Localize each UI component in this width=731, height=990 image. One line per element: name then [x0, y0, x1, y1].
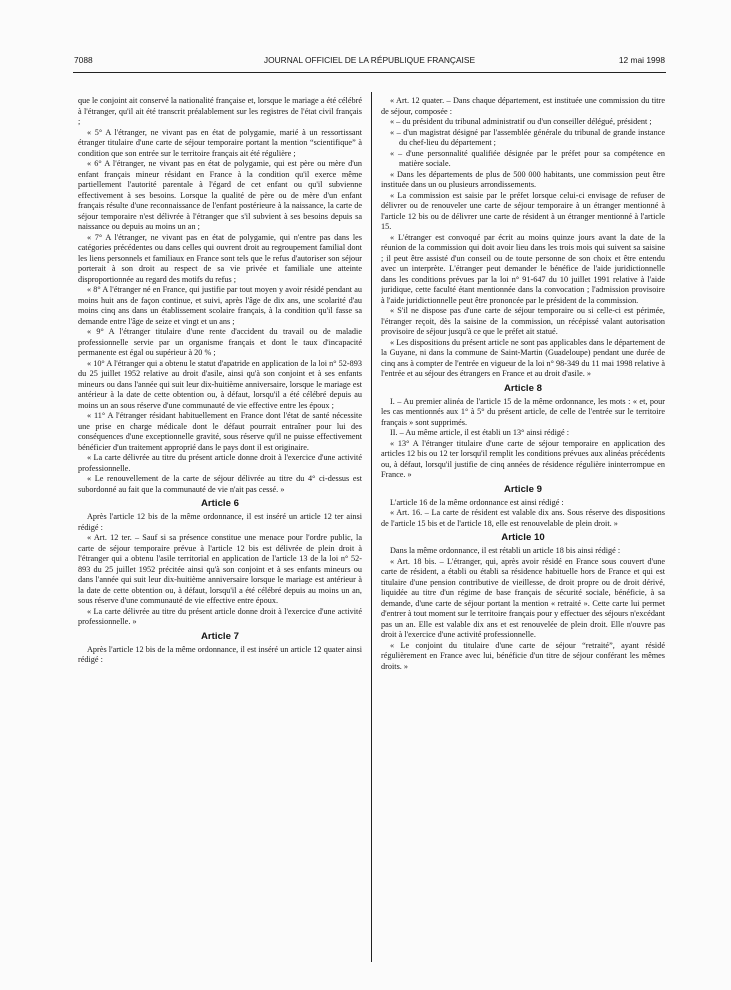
- paragraph: « Art. 12 quater. – Dans chaque département, est instituée une commission du titre de séjour, composée :: [381, 96, 665, 116]
- paragraph: « 10° A l'étranger qui a obtenu le statut d'apatride en application de la loi n° 52-893 du 25 juillet 1952 relative au droit d'asile, ainsi qu'à son conjoint et à ses enfants mineurs ou dans l'année qui suit leur dix-huitième anniversaire, lorsque le mariage est antérieur à la date de cette obtention ou, à défaut, lorsqu'il a été célébré depuis au moins un an sous réserve d'une communauté de vie effective entre les époux ;: [78, 358, 362, 410]
- paragraph: « La carte délivrée au titre du présent article donne droit à l'exercice d'une activité professionnelle.: [78, 453, 362, 473]
- paragraph: « 6° A l'étranger, ne vivant pas en état de polygamie, qui est père ou mère d'un enfant français mineur résidant en France à la condition qu'il exerce même partiellement l'autorité parentale à l'égard de cet enfant ou qu'il subvienne effectivement à ses besoins. Lorsque la qualité de père ou de mère d'un enfant français résulte d'une reconnaissance de l'enfant postérieure à la naissance, la carte de séjour temporaire n'est délivrée à l'étranger que s'il subvient à ses besoins depuis sa naissance ou depuis au moins un an ;: [78, 159, 362, 231]
- paragraph: I. – Au premier alinéa de l'article 15 de la même ordonnance, les mots : « et, pour les cas mentionnés aux 1° à 5° du présent article, de celle de l'entrée sur le territoire français » sont supprimés.: [381, 396, 665, 427]
- paragraph: « 9° A l'étranger titulaire d'une rente d'accident du travail ou de maladie professionnelle servie par un organisme français et dont le taux d'incapacité permanente est égal ou supérieur à 20 % ;: [78, 327, 362, 357]
- article-6-heading: Article 6: [200, 498, 240, 509]
- paragraph: que le conjoint ait conservé la nationalité française et, lorsque le mariage a été célébré à l'étranger, qu'il ait été transcrit préalablement sur les registres de l'état civil français ;: [78, 96, 362, 126]
- page-header: [74, 54, 665, 67]
- list-item: « – du président du tribunal administratif ou d'un conseiller délégué, président ;: [390, 117, 652, 126]
- paragraph: « L'étranger est convoqué par écrit au moins quinze jours avant la date de la réunion de la commission qui doit avoir lieu dans les trois mois qui suivent sa saisine ; il peut être assisté d'un conseil ou de toute personne de son choix et être entendu avec un interprète. L'étranger peut demander le bénéfice de l'aide juridictionnelle dans les conditions prévues par la loi n° 91-647 du 10 juillet 1991 relative à l'aide juridique, cette faculté étant mentionnée dans la convocation ; l'admission provisoire à l'aide juridictionnelle peut être prononcée par le président de la commission.: [381, 232, 665, 305]
- paragraph: « 13° A l'étranger titulaire d'une carte de séjour temporaire en application des articles 12 bis ou 12 ter lorsqu'il remplit les conditions prévues aux alinéas précédents ou, à défaut, lorsqu'il justifie de cinq années de résidence régulière ininterrompue en France. »: [381, 438, 665, 479]
- article-7-heading: Article 7: [200, 630, 240, 642]
- paragraph: « Dans les départements de plus de 500 000 habitants, une commission peut être instituée dans un ou plusieurs arrondissements.: [381, 169, 665, 189]
- paragraph: Après l'article 12 bis de la même ordonnance, il est inséré un article 12 ter ainsi rédigé :: [78, 512, 362, 532]
- list-item: « – d'une personnalité qualifiée désignée par le préfet pour sa compétence en matière sociale.: [390, 148, 665, 168]
- paragraph: Après l'article 12 bis de la même ordonnance, il est inséré un article 12 quater ainsi rédigé :: [78, 644, 362, 664]
- journal-title: JOURNAL OFFICIEL DE LA RÉPUBLIQUE FRANÇAISE: [263, 55, 476, 65]
- list-item: « – d'un magistrat désigné par l'assemblée générale du tribunal de grande instance du chef-lieu du département ;: [390, 127, 665, 147]
- article-9-heading: Article 9: [503, 483, 543, 495]
- paragraph: « Le conjoint du titulaire d'une carte de séjour “retraité”, ayant résidé régulièrement en France avec lui, bénéficie d'un titre de séjour conférant les mêmes droits. »: [381, 640, 665, 671]
- page-number: 7088: [74, 55, 93, 65]
- paragraph: « Le renouvellement de la carte de séjour délivrée au titre du 4° ci-dessus est subordonné au fait que la communauté de vie n'ait pas cessé. »: [78, 474, 362, 494]
- column-divider: [371, 92, 372, 962]
- paragraph: « La commission est saisie par le préfet lorsque celui-ci envisage de refuser de délivrer ou de renouveler une carte de séjour temporaire à un étranger mentionné à l'article 12 bis ou de délivrer une carte de résident à un étranger mentionné à l'article 15.: [381, 190, 665, 231]
- paragraph: « 8° A l'étranger né en France, qui justifie par tout moyen y avoir résidé pendant au moins huit ans de façon continue, et suivi, après l'âge de dix ans, une scolarité d'au moins cinq ans dans un établissement scolaire français, à la condition qu'il fasse sa demande entre l'âge de seize et vingt et un ans ;: [78, 285, 362, 326]
- article-8-heading: Article 8: [503, 382, 543, 394]
- paragraph: « Art. 16. – La carte de résident est valable dix ans. Sous réserve des dispositions de l'article 15 bis et de l'article 18, elle est renouvelable de plein droit. »: [381, 508, 665, 528]
- paragraph: « S'il ne dispose pas d'une carte de séjour temporaire ou si celle-ci est périmée, l'étranger reçoit, dès la saisine de la commission, un récépissé valant autorisation provisoire de séjour jusqu'à ce que le préfet ait statué.: [381, 306, 665, 336]
- paragraph: « Art. 18 bis. – L'étranger, qui, après avoir résidé en France sous couvert d'une carte de résident, a établi ou établi sa résidence habituelle hors de France et qui est titulaire d'une pension contributive de vieillesse, de droit propre ou de droit dérivé, liquidée au titre d'un régime de base français de sécurité sociale, bénéficie, à sa demande, d'une carte de séjour portant la mention « retraité ». Cette carte lui permet d'entrer à tout moment sur le territoire français pour y effectuer des séjours n'excédant pas un an. Elle est valable dix ans et est renouvelée de plein droit. Elle n'ouvre pas droit à l'exercice d'une activité professionnelle.: [381, 556, 665, 639]
- paragraph: « Les dispositions du présent article ne sont pas applicables dans le département de la Guyane, ni dans la commune de Saint-Martin (Guadeloupe) pendant une durée de cinq ans à compter de l'entrée en vigueur de la loi n° 98-349 du 11 mai 1998 relative à l'entrée et au séjour des étrangers en France et au droit d'asile. »: [381, 337, 665, 378]
- header-rule: [73, 72, 666, 73]
- paragraph: II. – Au même article, il est établi un 13° ainsi rédigé :: [390, 428, 570, 437]
- paragraph: L'article 16 de la même ordonnance est ainsi rédigé :: [390, 497, 564, 507]
- paragraph: Dans la même ordonnance, il est rétabli un article 18 bis ainsi rédigé :: [390, 546, 621, 555]
- paragraph: « Art. 12 ter. – Sauf si sa présence constitue une menace pour l'ordre public, la carte de séjour temporaire prévue à l'article 12 bis est délivrée de plein droit à l'étranger qui a obtenu l'asile territorial en application de l'article 13 de la loi n° 52-893 du 25 juillet 1952 précitée ainsi qu'à son conjoint et à ses enfants mineurs ou dans l'année qui suit leur dix-huitième anniversaire lorsque le mariage est antérieur à la date de cette obtention ou, à défaut, lorsqu'il a été célébré depuis au moins un an, sous réserve d'une communauté de vie effective entre époux.: [78, 533, 362, 605]
- paragraph: « 5° A l'étranger, ne vivant pas en état de polygamie, marié à un ressortissant étranger titulaire d'une carte de séjour temporaire portant la mention “scientifique” à condition que son entrée sur le territoire français ait été régulière ;: [78, 127, 362, 158]
- left-column: [78, 96, 362, 966]
- paragraph: « 11° A l'étranger résidant habituellement en France dont l'état de santé nécessite une prise en charge médicale dont le défaut pourrait entraîner pour lui des conséquences d'une exceptionnelle gravité, sous réserve qu'il ne puisse effectivement bénéficier d'un traitement approprié dans le pays dont il est originaire.: [78, 411, 362, 452]
- paragraph: « 7° A l'étranger, ne vivant pas en état de polygamie, qui n'entre pas dans les catégories précédentes ou dans celles qui ouvrent droit au regroupement familial dont les liens personnels et familiaux en France sont tels que le refus d'autoriser son séjour porterait à son droit au respect de sa vie privée et familiale une atteinte disproportionnée au regard des motifs du refus ;: [78, 232, 362, 284]
- right-column: [381, 96, 665, 966]
- article-10-heading: Article 10: [501, 532, 545, 543]
- publication-date: 12 mai 1998: [618, 55, 665, 65]
- paragraph: « La carte délivrée au titre du présent article donne droit à l'exercice d'une activité professionnelle. »: [78, 606, 362, 626]
